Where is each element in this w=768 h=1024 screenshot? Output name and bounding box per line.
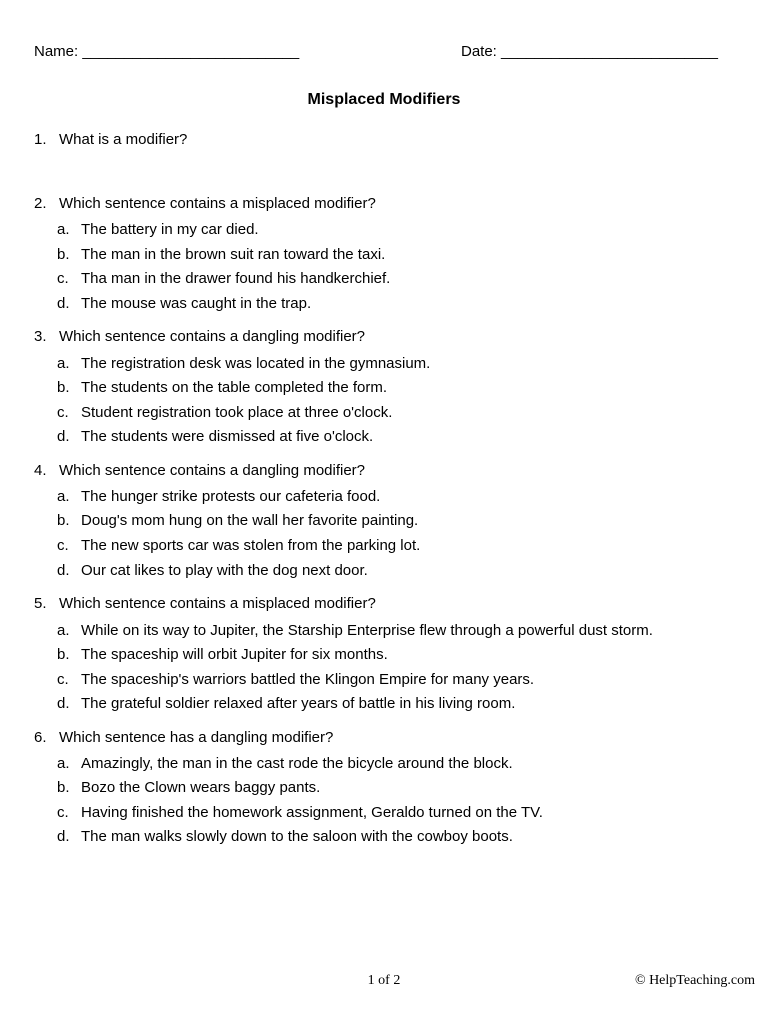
question-text: Which sentence contains a misplaced modifier? <box>59 595 376 612</box>
copyright-notice: © HelpTeaching.com <box>634 973 755 988</box>
answer-option <box>57 488 380 505</box>
option-letter: d. <box>57 428 70 445</box>
option-text: The spaceship will orbit Jupiter for six months. <box>81 646 388 663</box>
option-text: Our cat likes to play with the dog next door. <box>81 562 368 579</box>
option-letter: b. <box>57 779 70 796</box>
option-text: The grateful soldier relaxed after years of battle in his living room. <box>81 695 516 712</box>
option-letter: b. <box>57 246 70 263</box>
question-number: 2. <box>34 195 47 212</box>
option-letter: a. <box>57 488 70 505</box>
question-3 <box>34 328 365 345</box>
option-text: Doug's mom hung on the wall her favorite painting. <box>81 512 419 529</box>
option-text: The man walks slowly down to the saloon with the cowboy boots. <box>81 828 513 845</box>
question-1 <box>34 131 187 148</box>
header-row <box>34 43 734 63</box>
option-text: Tha man in the drawer found his handkerchief. <box>81 270 391 287</box>
option-text: Student registration took place at three o'clock. <box>81 404 393 421</box>
option-text: The battery in my car died. <box>81 221 259 238</box>
option-text: The students on the table completed the form. <box>81 379 388 396</box>
option-text: While on its way to Jupiter, the Starship Enterprise flew through a powerful dust storm. <box>81 622 653 639</box>
option-letter: d. <box>57 695 70 712</box>
option-letter: a. <box>57 755 70 772</box>
worksheet-title: Misplaced Modifiers <box>307 91 461 108</box>
question-2 <box>34 195 376 212</box>
answer-option <box>57 755 513 772</box>
question-number: 6. <box>34 729 47 746</box>
question-number: 4. <box>34 462 47 479</box>
option-text: Amazingly, the man in the cast rode the bicycle around the block. <box>81 755 513 772</box>
page-number: 1 of 2 <box>367 973 401 988</box>
question-6 <box>34 729 333 746</box>
answer-option <box>57 779 320 796</box>
answer-option <box>57 512 418 529</box>
option-letter: c. <box>57 804 69 821</box>
answer-option <box>57 428 373 445</box>
option-text: The students were dismissed at five o'clock. <box>81 428 374 445</box>
name-field: Name: __________________________ <box>34 43 300 60</box>
option-letter: d. <box>57 828 70 845</box>
question-text: Which sentence contains a dangling modifier? <box>59 328 366 345</box>
option-text: Bozo the Clown wears baggy pants. <box>81 779 321 796</box>
question-text: Which sentence contains a dangling modifier? <box>59 462 366 479</box>
option-letter: c. <box>57 404 69 421</box>
answer-option <box>57 246 385 263</box>
option-text: The registration desk was located in the gymnasium. <box>81 355 431 372</box>
question-number: 5. <box>34 595 47 612</box>
answer-option <box>57 646 388 663</box>
answer-option <box>57 404 392 421</box>
date-field: Date: __________________________ <box>461 43 718 60</box>
option-letter: d. <box>57 562 70 579</box>
answer-option <box>57 562 368 579</box>
option-letter: c. <box>57 671 69 688</box>
answer-option <box>57 671 534 688</box>
option-letter: d. <box>57 295 70 312</box>
answer-option <box>57 295 311 312</box>
option-letter: c. <box>57 270 69 287</box>
option-letter: b. <box>57 512 70 529</box>
question-4 <box>34 462 365 479</box>
option-letter: b. <box>57 646 70 663</box>
question-text: Which sentence has a dangling modifier? <box>59 729 334 746</box>
answer-option <box>57 221 259 238</box>
answer-option <box>57 270 390 287</box>
answer-option <box>57 379 387 396</box>
option-letter: a. <box>57 221 70 238</box>
question-number: 1. <box>34 131 47 148</box>
option-text: The hunger strike protests our cafeteria food. <box>81 488 381 505</box>
option-letter: a. <box>57 355 70 372</box>
option-text: The mouse was caught in the trap. <box>81 295 312 312</box>
option-text: The new sports car was stolen from the parking lot. <box>81 537 421 554</box>
option-text: The man in the brown suit ran toward the taxi. <box>81 246 386 263</box>
answer-option <box>57 355 430 372</box>
option-text: The spaceship's warriors battled the Klingon Empire for many years. <box>81 671 535 688</box>
question-5 <box>34 595 376 612</box>
answer-option <box>57 537 420 554</box>
answer-option <box>57 622 653 639</box>
answer-option <box>57 828 513 845</box>
question-text: What is a modifier? <box>59 131 188 148</box>
question-number: 3. <box>34 328 47 345</box>
option-text: Having finished the homework assignment, Geraldo turned on the TV. <box>81 804 543 821</box>
option-letter: b. <box>57 379 70 396</box>
option-letter: c. <box>57 537 69 554</box>
question-text: Which sentence contains a misplaced modifier? <box>59 195 376 212</box>
answer-option <box>57 695 515 712</box>
answer-option <box>57 804 543 821</box>
option-letter: a. <box>57 622 70 639</box>
